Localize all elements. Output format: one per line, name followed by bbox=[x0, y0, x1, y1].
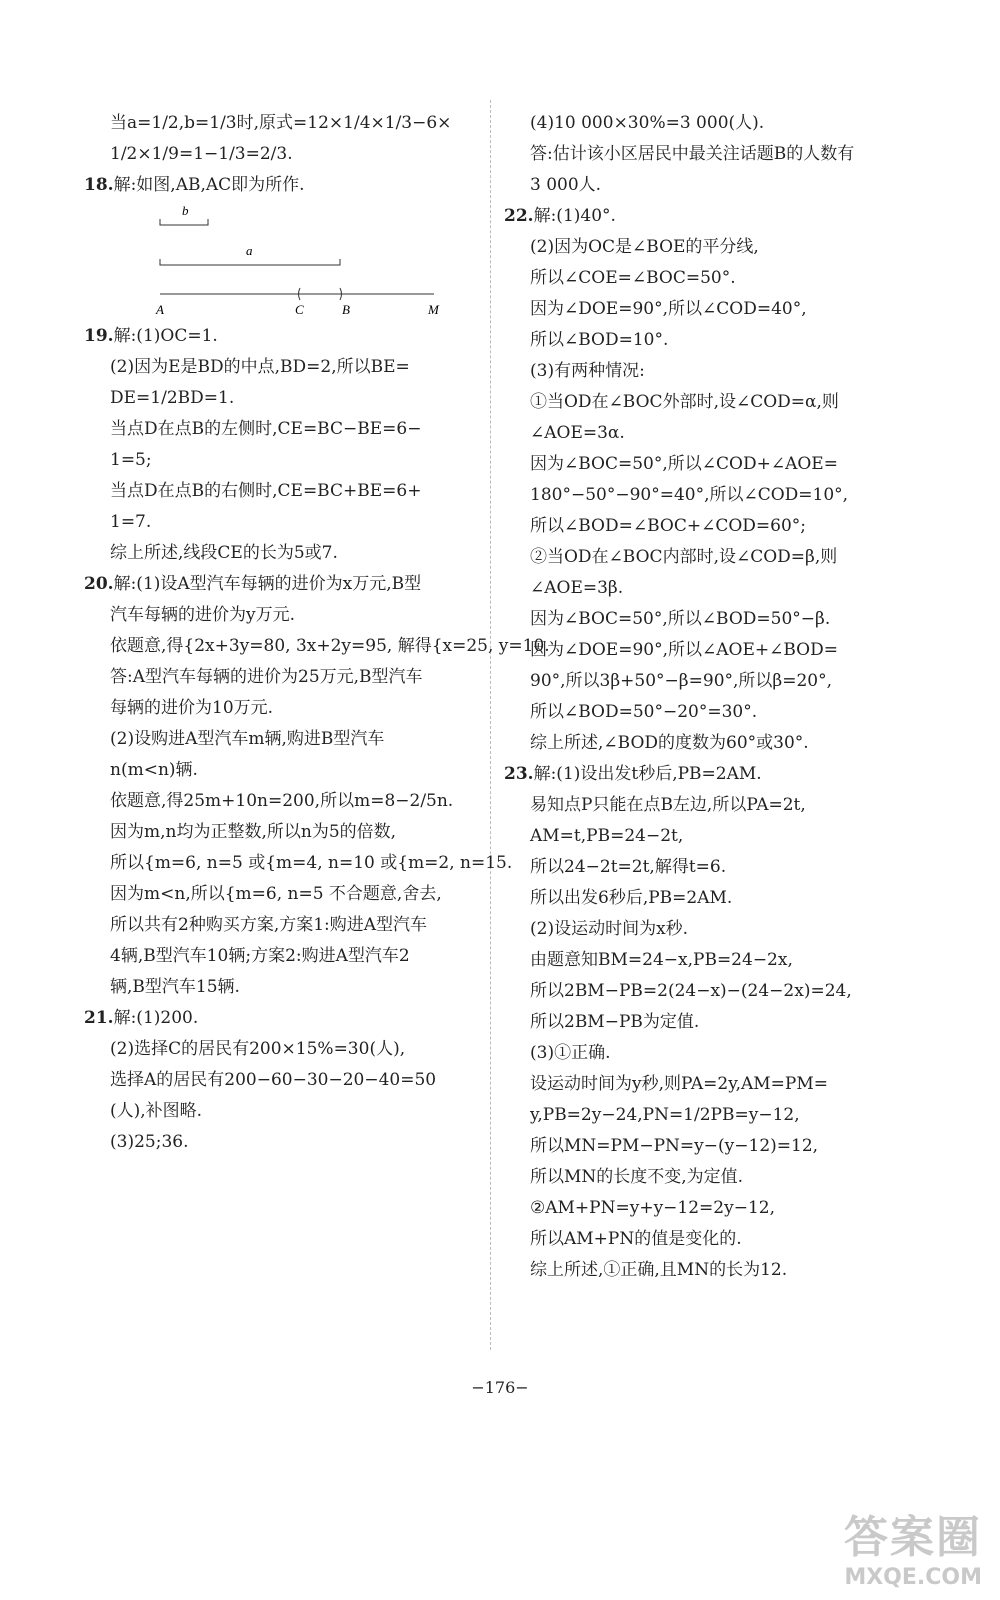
text-line: 所以MN的长度不变,为定值. bbox=[530, 1167, 744, 1187]
label-b: b bbox=[182, 203, 189, 218]
text-line: 因为m,n均为正整数,所以n为5的倍数, bbox=[110, 822, 397, 842]
question-19 bbox=[84, 321, 476, 352]
text-line: 解:(1)OC=1. bbox=[113, 326, 218, 346]
text-line: 解:(1)设A型汽车每辆的进价为x万元,B型 bbox=[113, 574, 422, 594]
watermark-logo: 答案圈 bbox=[844, 1512, 982, 1563]
text-line: 汽车每辆的进价为y万元. bbox=[110, 605, 296, 625]
text-line: 答:估计该小区居民中最关注话题B的人数有 bbox=[530, 144, 855, 164]
page-number: −176− bbox=[471, 1378, 529, 1397]
question-number: 23. bbox=[504, 764, 534, 784]
text-line: 因为∠DOE=90°,所以∠AOE+∠BOD= bbox=[530, 640, 838, 660]
segment-diagram bbox=[84, 201, 476, 321]
text-line: 所以∠BOD=∠BOC+∠COD=60°; bbox=[530, 516, 807, 536]
text-line: 3 000人. bbox=[530, 175, 602, 195]
question-23 bbox=[504, 759, 896, 790]
text-line: 因为m<n,所以{m=6, n=5 不合题意,舍去, bbox=[110, 884, 442, 904]
watermark bbox=[844, 1501, 982, 1590]
question-22 bbox=[504, 201, 896, 232]
watermark-url: MXQE.COM bbox=[844, 1565, 982, 1590]
text-line: 因为∠BOC=50°,所以∠BOD=50°−β. bbox=[530, 609, 831, 629]
text-line: (2)设运动时间为x秒. bbox=[530, 919, 689, 939]
question-20 bbox=[84, 569, 476, 600]
text-line: ①当OD在∠BOC外部时,设∠COD=α,则 bbox=[530, 392, 839, 412]
point-label-M: M bbox=[428, 302, 439, 317]
text-line: (2)因为E是BD的中点,BD=2,所以BE= bbox=[110, 357, 410, 377]
text-line: 所以24−2t=2t,解得t=6. bbox=[530, 857, 727, 877]
text-line: 由题意知BM=24−x,PB=24−2x, bbox=[530, 950, 793, 970]
text-line: (3)有两种情况: bbox=[530, 361, 645, 381]
text-line: 解:如图,AB,AC即为所作. bbox=[113, 175, 305, 195]
text-line: 综上所述,∠BOD的度数为60°或30°. bbox=[530, 733, 809, 753]
text-line: 所以出发6秒后,PB=2AM. bbox=[530, 888, 733, 908]
label-a: a bbox=[246, 243, 253, 258]
text-line: 解:(1)40°. bbox=[533, 206, 616, 226]
text-line: 选择A的居民有200−60−30−20−40=50 bbox=[110, 1070, 437, 1090]
text-line: 180°−50°−90°=40°,所以∠COD=10°, bbox=[530, 485, 849, 505]
text-line: AM=t,PB=24−2t, bbox=[530, 826, 684, 846]
question-number: 19. bbox=[84, 326, 114, 346]
text-line: 当点D在点B的右侧时,CE=BC+BE=6+ bbox=[110, 481, 422, 501]
text-line: 每辆的进价为10万元. bbox=[110, 698, 274, 718]
text-line: 答:A型汽车每辆的进价为25万元,B型汽车 bbox=[110, 667, 423, 687]
text-line: (4)10 000×30%=3 000(人). bbox=[530, 113, 765, 133]
text-line: n(m<n)辆. bbox=[110, 760, 198, 780]
text-line: (2)设购进A型汽车m辆,购进B型汽车 bbox=[110, 729, 385, 749]
text-line: 所以共有2种购买方案,方案1:购进A型汽车 bbox=[110, 915, 428, 935]
text-line: (3)25;36. bbox=[110, 1132, 189, 1152]
question-18 bbox=[84, 170, 476, 201]
text-line: (人),补图略. bbox=[110, 1101, 203, 1121]
point-label-C: C bbox=[295, 302, 304, 317]
text-line: 当a=1/2,b=1/3时,原式=12×1/4×1/3−6× bbox=[110, 113, 452, 133]
text-line: 1=5; bbox=[110, 450, 152, 470]
text-line: 辆,B型汽车15辆. bbox=[110, 977, 240, 997]
text-line: 解:(1)200. bbox=[113, 1008, 199, 1028]
text-line: (2)因为OC是∠BOE的平分线, bbox=[530, 237, 759, 257]
text-line: (3)①正确. bbox=[530, 1043, 611, 1063]
text-line: 90°,所以3β+50°−β=90°,所以β=20°, bbox=[530, 671, 833, 691]
question-21 bbox=[84, 1003, 476, 1034]
text-line: ②当OD在∠BOC内部时,设∠COD=β,则 bbox=[530, 547, 838, 567]
text-line: 1=7. bbox=[110, 512, 152, 532]
point-label-B: B bbox=[342, 302, 350, 317]
text-line: 1/2×1/9=1−1/3=2/3. bbox=[110, 144, 293, 164]
text-line: 所以∠BOD=10°. bbox=[530, 330, 669, 350]
question-number: 22. bbox=[504, 206, 534, 226]
text-line: 依题意,得{2x+3y=80, 3x+2y=95, 解得{x=25, y=10. bbox=[110, 636, 550, 656]
point-label-A: A bbox=[156, 302, 164, 317]
text-line: 因为∠DOE=90°,所以∠COD=40°, bbox=[530, 299, 807, 319]
text-line: 依题意,得25m+10n=200,所以m=8−2/5n. bbox=[110, 791, 454, 811]
text-line: 所以∠BOD=50°−20°=30°. bbox=[530, 702, 758, 722]
text-line: 解:(1)设出发t秒后,PB=2AM. bbox=[533, 764, 762, 784]
text-line: y,PB=2y−24,PN=1/2PB=y−12, bbox=[530, 1105, 800, 1125]
segment-figure bbox=[84, 201, 476, 321]
text-line: 当点D在点B的左侧时,CE=BC−BE=6− bbox=[110, 419, 422, 439]
text-line: 设运动时间为y秒,则PA=2y,AM=PM= bbox=[530, 1074, 828, 1094]
text-line: 所以{m=6, n=5 或{m=4, n=10 或{m=2, n=15. bbox=[110, 853, 513, 873]
text-line: 易知点P只能在点B左边,所以PA=2t, bbox=[530, 795, 806, 815]
column-divider bbox=[490, 100, 491, 1350]
text-line: 因为∠BOC=50°,所以∠COD+∠AOE= bbox=[530, 454, 838, 474]
text-line: ∠AOE=3β. bbox=[530, 578, 624, 598]
question-number: 20. bbox=[84, 574, 114, 594]
text-line: 所以2BM−PB为定值. bbox=[530, 1012, 700, 1032]
text-line: 综上所述,线段CE的长为5或7. bbox=[110, 543, 338, 563]
text-line: 所以AM+PN的值是变化的. bbox=[530, 1229, 742, 1249]
question-number: 21. bbox=[84, 1008, 114, 1028]
text-line: ②AM+PN=y+y−12=2y−12, bbox=[530, 1198, 775, 1218]
text-line: ∠AOE=3α. bbox=[530, 423, 625, 443]
right-column bbox=[504, 108, 896, 1286]
text-line: DE=1/2BD=1. bbox=[110, 388, 235, 408]
text-line: 综上所述,①正确,且MN的长为12. bbox=[530, 1260, 788, 1280]
text-line: 所以∠COE=∠BOC=50°. bbox=[530, 268, 736, 288]
question-number: 18. bbox=[84, 175, 114, 195]
text-line: 所以MN=PM−PN=y−(y−12)=12, bbox=[530, 1136, 819, 1156]
text-line: 所以2BM−PB=2(24−x)−(24−2x)=24, bbox=[530, 981, 852, 1001]
text-line: (2)选择C的居民有200×15%=30(人), bbox=[110, 1039, 406, 1059]
text-line: 4辆,B型汽车10辆;方案2:购进A型汽车2 bbox=[110, 946, 410, 966]
